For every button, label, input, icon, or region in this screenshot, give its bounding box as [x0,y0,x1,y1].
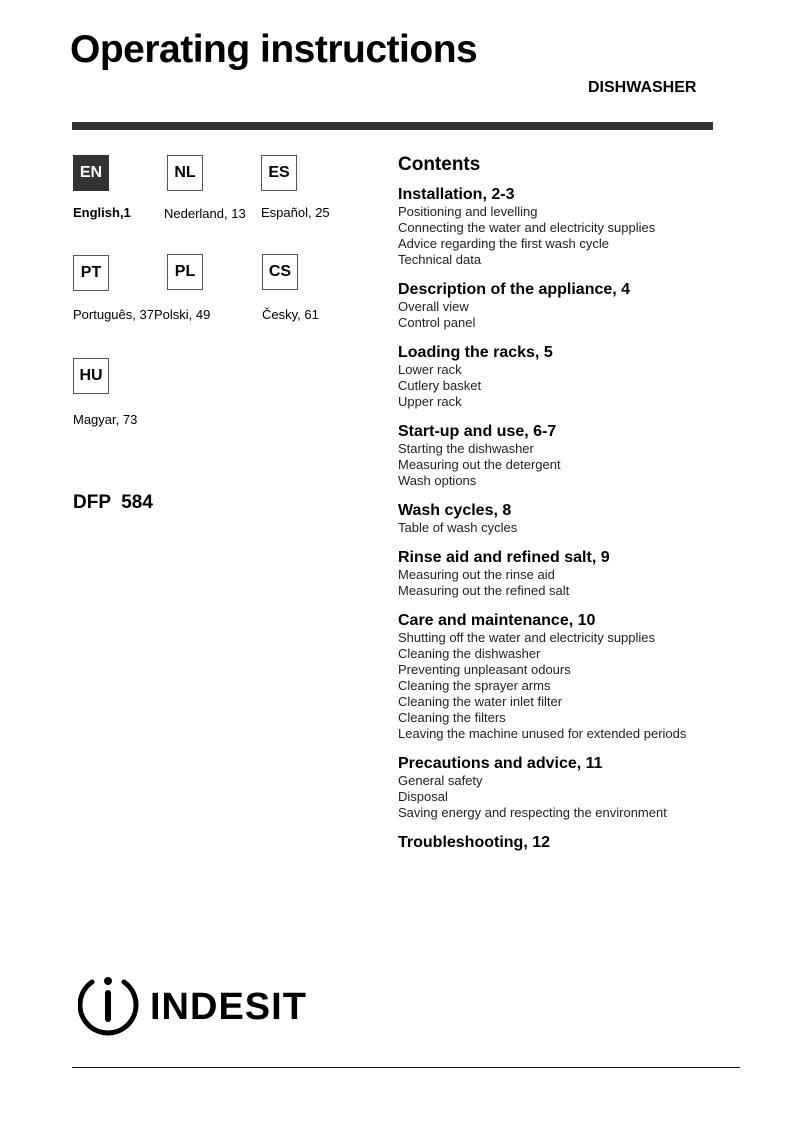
lang-nl-button[interactable] [167,155,203,191]
toc-item[interactable]: Saving energy and respecting the environment [398,805,667,820]
lang-code: CS [268,263,292,280]
toc-section [398,423,758,489]
toc-item[interactable]: Cleaning the water inlet filter [398,694,563,709]
toc-item[interactable]: Cleaning the sprayer arms [398,678,551,693]
lang-code: PL [174,263,196,280]
toc-section-title[interactable]: Care and maintenance, 10 [398,612,596,629]
toc-section [398,612,758,742]
lang-code: NL [174,164,196,181]
toc-item[interactable]: Cleaning the dishwasher [398,646,541,661]
lang-es-label[interactable]: Español, 25 [261,205,330,220]
lang-code: HU [79,367,103,384]
toc-section [398,186,758,268]
toc-section-title[interactable]: Description of the appliance, 4 [398,281,631,298]
lang-hu-button[interactable] [73,358,109,394]
toc-item[interactable]: Upper rack [398,394,462,409]
svg-text:INDESIT: INDESIT [150,986,307,1028]
page-title: Operating instructions [70,28,478,71]
indesit-i-circle-logo-icon [78,972,318,1036]
toc-item[interactable]: Measuring out the detergent [398,457,561,472]
toc-item[interactable]: Cleaning the filters [398,710,506,725]
toc-item[interactable]: Measuring out the refined salt [398,583,570,598]
product-type: DISHWASHER [588,79,697,96]
toc-item[interactable]: Lower rack [398,362,462,377]
lang-pl-label[interactable]: Polski, 49 [154,307,211,322]
toc-item[interactable]: Control panel [398,315,476,330]
lang-hu-label[interactable]: Magyar, 73 [73,412,138,427]
lang-pt-button[interactable] [73,255,109,291]
toc-section-title[interactable]: Troubleshooting, 12 [398,834,551,851]
toc-item[interactable]: Leaving the machine unused for extended periods [398,726,687,741]
toc-item[interactable]: Connecting the water and electricity supplies [398,220,656,235]
lang-pl-button[interactable] [167,254,203,290]
toc-item[interactable]: Technical data [398,252,482,267]
toc-section [398,502,758,536]
toc-section-title[interactable]: Installation, 2-3 [398,186,515,203]
lang-es-button[interactable] [261,155,297,191]
lang-en-label[interactable]: English,1 [73,205,131,220]
toc-section-title[interactable]: Wash cycles, 8 [398,502,512,519]
toc-item[interactable]: Cutlery basket [398,378,482,393]
table-of-contents [398,153,758,865]
toc-section-title[interactable]: Loading the racks, 5 [398,344,553,361]
toc-section [398,344,758,410]
contents-heading: Contents [398,154,481,175]
toc-section [398,834,758,852]
lang-pt-label[interactable]: Português, 37 [73,307,154,322]
lang-nl-label[interactable]: Nederland, 13 [164,206,246,221]
toc-item[interactable]: Table of wash cycles [398,520,518,535]
toc-section-title[interactable]: Precautions and advice, 11 [398,755,603,772]
toc-item[interactable]: General safety [398,773,483,788]
header-divider-bar [72,122,713,130]
toc-section-title[interactable]: Rinse aid and refined salt, 9 [398,549,610,566]
toc-item[interactable]: Overall view [398,299,469,314]
lang-code: PT [80,264,102,281]
lang-code: EN [79,164,103,181]
toc-section [398,755,758,821]
model-number: DFP 584 [73,492,153,513]
lang-cs-label[interactable]: Česky, 61 [262,307,319,322]
toc-section-title[interactable]: Start-up and use, 6-7 [398,423,557,440]
toc-item[interactable]: Wash options [398,473,477,488]
toc-item[interactable]: Preventing unpleasant odours [398,662,571,677]
lang-code: ES [268,164,290,181]
toc-item[interactable]: Starting the dishwasher [398,441,534,456]
toc-section [398,281,758,331]
footer-divider [72,1067,740,1068]
indesit-logo [78,972,318,1036]
toc-item[interactable]: Positioning and levelling [398,204,538,219]
toc-item[interactable]: Disposal [398,789,448,804]
toc-item[interactable]: Measuring out the rinse aid [398,567,555,582]
toc-item[interactable]: Shutting off the water and electricity supplies [398,630,656,645]
lang-en-button[interactable] [73,155,109,191]
toc-item[interactable]: Advice regarding the first wash cycle [398,236,609,251]
lang-cs-button[interactable] [262,254,298,290]
toc-section [398,549,758,599]
